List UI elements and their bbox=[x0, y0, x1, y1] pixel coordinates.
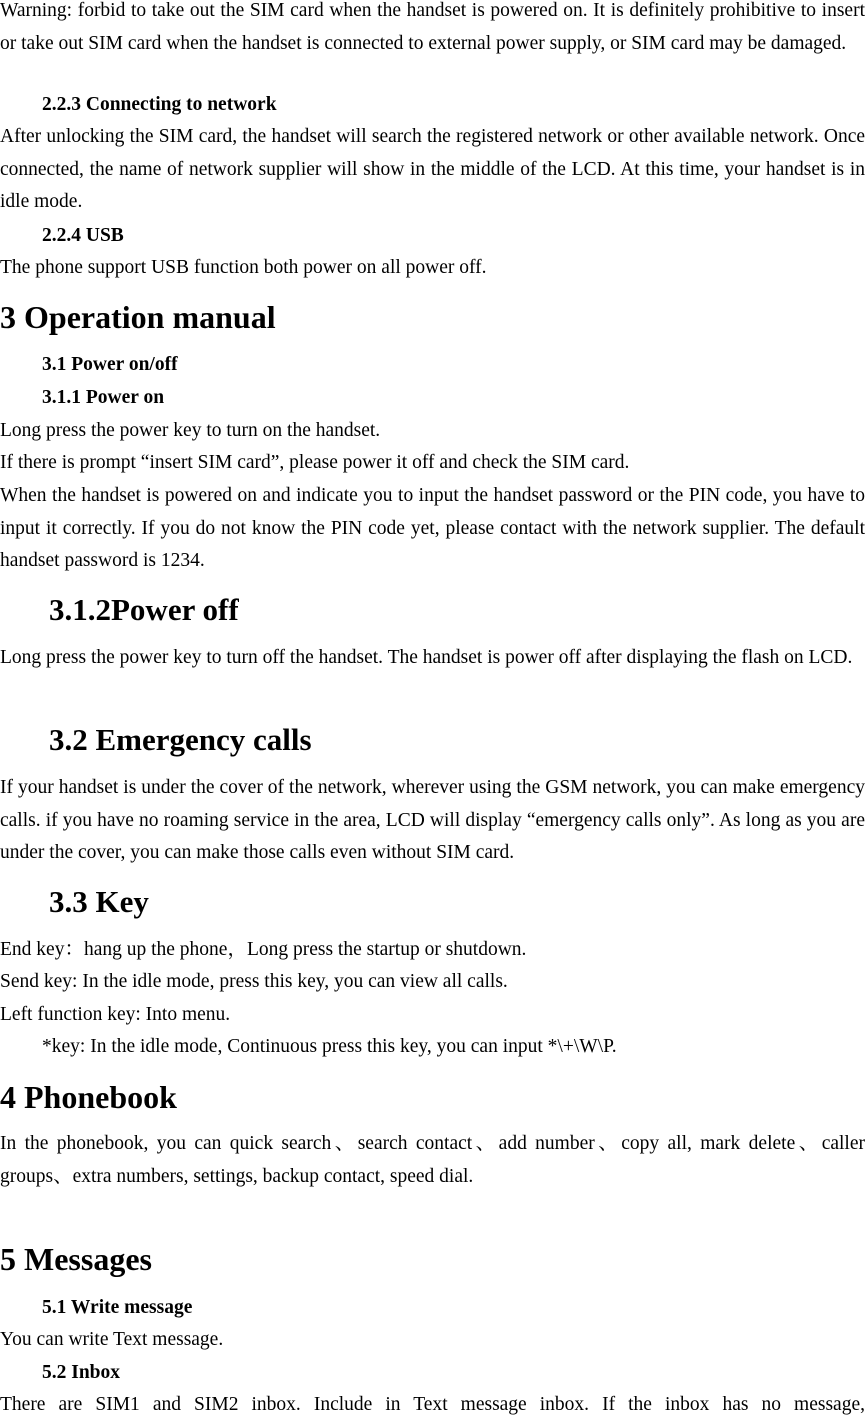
connecting-paragraph: After unlocking the SIM card, the handset will search the registered network or other available network. Once connected, the name of network supplier will show in the middle of the LCD. At this time, your handset is in idle mode. bbox=[0, 126, 865, 213]
heading-2-2-3: 2.2.3 Connecting to network bbox=[42, 94, 277, 115]
heading-3-operation-manual: 3 Operation manual bbox=[0, 299, 276, 335]
heading-5-2: 5.2 Inbox bbox=[42, 1362, 121, 1383]
write-message-paragraph: You can write Text message. bbox=[0, 1329, 224, 1350]
heading-5-1: 5.1 Write message bbox=[42, 1297, 193, 1318]
end-key-line: End key：hang up the phone，Long press the startup or shutdown. bbox=[0, 939, 527, 960]
heading-3-3: 3.3 Key bbox=[49, 884, 149, 919]
power-off-paragraph: Long press the power key to turn off the handset. The handset is power off after displaying the flash on LCD. bbox=[0, 647, 853, 668]
left-function-key-line: Left function key: Into menu. bbox=[0, 1004, 231, 1025]
usb-paragraph: The phone support USB function both power on all power off. bbox=[0, 257, 487, 278]
heading-4-phonebook: 4 Phonebook bbox=[0, 1079, 177, 1115]
power-on-line-1: Long press the power key to turn on the handset. bbox=[0, 420, 381, 441]
emergency-paragraph: If your handset is under the cover of the network, wherever using the GSM network, you can make emergency calls. if you have no roaming service in the area, LCD will display “emergency calls only”. As long as you are under the cover, you can make those calls even without SIM card. bbox=[0, 777, 865, 864]
heading-3-1-1: 3.1.1 Power on bbox=[42, 387, 165, 408]
heading-2-2-4: 2.2.4 USB bbox=[42, 225, 124, 246]
warning-paragraph: Warning: forbid to take out the SIM card when the handset is powered on. It is definitely prohibitive to insert or take out SIM card when the handset is connected to external power supply, or SIM card may be damaged. bbox=[0, 0, 865, 54]
power-on-paragraph-3: When the handset is powered on and indicate you to input the handset password or the PIN code, you have to input it correctly. If you do not know the PIN code yet, please contact with the network supplier. The default handset password is 1234. bbox=[0, 485, 865, 572]
inbox-paragraph: There are SIM1 and SIM2 inbox. Include in Text message inbox. If the inbox has no message, bbox=[0, 1394, 865, 1415]
heading-3-2: 3.2 Emergency calls bbox=[49, 722, 312, 757]
star-key-line: *key: In the idle mode, Continuous press this key, you can input *\+\W\P. bbox=[42, 1036, 617, 1057]
heading-3-1-2: 3.1.2Power off bbox=[49, 592, 239, 627]
heading-5-messages: 5 Messages bbox=[0, 1241, 152, 1277]
send-key-line: Send key: In the idle mode, press this key, you can view all calls. bbox=[0, 971, 508, 992]
phonebook-paragraph: In the phonebook, you can quick search、search contact、add number、copy all, mark delete、caller groups、extra numbers, settings, backup contact, speed dial. bbox=[0, 1133, 865, 1187]
heading-3-1: 3.1 Power on/off bbox=[42, 354, 178, 375]
power-on-line-2: If there is prompt “insert SIM card”, please power it off and check the SIM card. bbox=[0, 452, 630, 473]
